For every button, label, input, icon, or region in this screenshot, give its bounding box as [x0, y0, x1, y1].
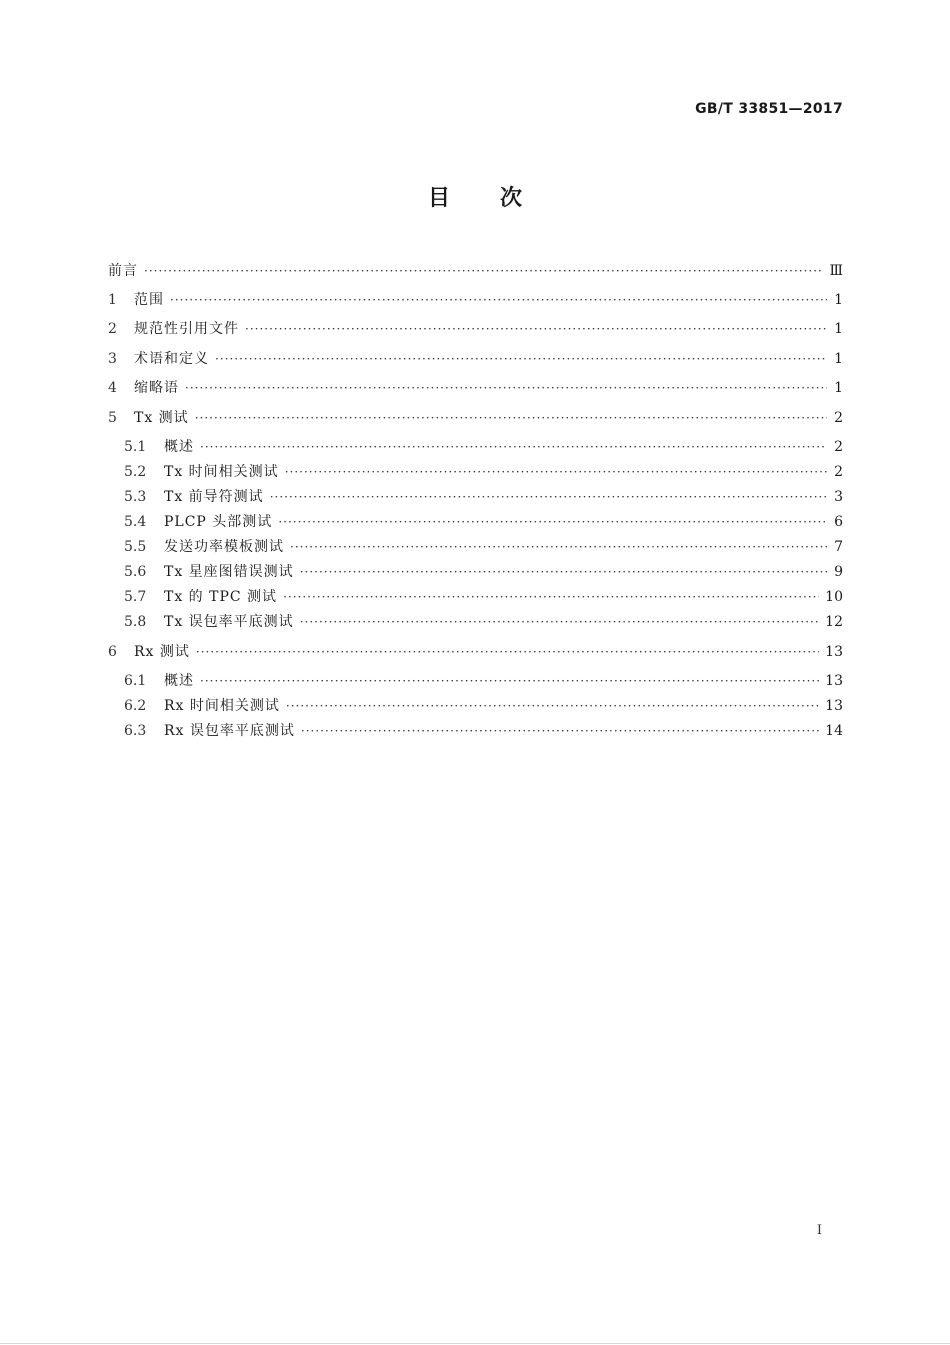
toc-entry-label: Tx 时间相关测试: [164, 464, 279, 480]
page-title: 目次: [427, 186, 572, 211]
toc-entry-page: Ⅲ: [829, 263, 843, 279]
toc-entry-5-6[interactable]: [124, 562, 843, 582]
page-number: I: [816, 1223, 822, 1238]
toc-entry-page: 2: [834, 410, 843, 426]
toc-entry-5-5[interactable]: [124, 537, 843, 557]
toc-entry-page: 2: [834, 464, 843, 480]
toc-entry-page: 2: [834, 439, 843, 455]
toc-entry-6-1[interactable]: [124, 671, 843, 691]
toc-entry-page: 13: [825, 698, 843, 714]
toc-entry-page: 6: [834, 514, 843, 530]
toc-entry-label: 概述: [164, 439, 194, 455]
toc-entry-label: Rx 误包率平底测试: [164, 723, 295, 739]
toc-entry-label: 概述: [164, 673, 194, 689]
toc-entry-5-1[interactable]: [124, 437, 843, 457]
standard-number: GB/T 33851—2017: [695, 101, 843, 117]
toc-entry-number: 6.2: [124, 698, 147, 714]
toc-entry-number: 5: [108, 410, 117, 426]
toc-entry-page: 1: [834, 292, 843, 308]
toc-dot-leader: [200, 437, 827, 457]
toc-entry-number: 5.7: [124, 589, 147, 605]
toc-entry-number: 5.1: [124, 439, 147, 455]
toc-dot-leader: [300, 612, 819, 632]
toc-entry-label: 前言: [108, 263, 138, 279]
toc-entry-number: 5.4: [124, 514, 147, 530]
toc-dot-leader: [290, 537, 827, 557]
toc-entry-page: 9: [834, 564, 843, 580]
toc-entry-3[interactable]: [108, 349, 843, 369]
toc-entry-5-8[interactable]: [124, 612, 843, 632]
toc-entry-page: 7: [834, 539, 843, 555]
toc-entry-page: 14: [825, 723, 843, 739]
toc-entry-number: 6: [108, 644, 117, 660]
toc-entry-5-2[interactable]: [124, 462, 843, 482]
toc-entry-1[interactable]: [108, 290, 843, 310]
toc-entry-number: 5.3: [124, 489, 147, 505]
toc-dot-leader: [270, 487, 827, 507]
toc-entry-label: Tx 前导符测试: [164, 489, 264, 505]
toc-entry-5-3[interactable]: [124, 487, 843, 507]
toc-entry-label: Tx 的 TPC 测试: [164, 589, 278, 605]
page-bottom-divider: [0, 1343, 950, 1344]
toc-dot-leader: [286, 696, 819, 716]
toc-entry-label: 规范性引用文件: [134, 321, 239, 337]
toc-entry-4[interactable]: [108, 378, 843, 398]
toc-dot-leader: [200, 671, 819, 691]
toc-entry-number: 6.1: [124, 673, 147, 689]
toc-entry-number: 5.5: [124, 539, 147, 555]
toc-entry-number: 2: [108, 321, 117, 337]
toc-dot-leader: [170, 290, 827, 310]
toc-entry-preface[interactable]: [108, 261, 843, 281]
table-of-contents: [108, 0, 843, 800]
toc-entry-number: 5.6: [124, 564, 147, 580]
toc-entry-label: 缩略语: [134, 380, 179, 396]
toc-entry-label: 发送功率模板测试: [164, 539, 284, 555]
toc-entry-page: 12: [825, 614, 843, 630]
toc-dot-leader: [283, 587, 819, 607]
toc-dot-leader: [300, 562, 827, 582]
toc-dot-leader: [285, 462, 827, 482]
toc-dot-leader: [215, 349, 827, 369]
toc-entry-number: 3: [108, 351, 117, 367]
toc-entry-page: 10: [825, 589, 843, 605]
toc-entry-page: 13: [825, 673, 843, 689]
toc-entry-5-4[interactable]: [124, 512, 843, 532]
toc-entry-number: 5.2: [124, 464, 147, 480]
toc-dot-leader: [195, 408, 827, 428]
toc-entry-page: 13: [825, 644, 843, 660]
toc-entry-number: 5.8: [124, 614, 147, 630]
toc-entry-6[interactable]: [108, 642, 843, 662]
toc-dot-leader: [144, 261, 823, 281]
toc-entry-2[interactable]: [108, 319, 843, 339]
toc-entry-6-2[interactable]: [124, 696, 843, 716]
toc-entry-label: 范围: [134, 292, 164, 308]
toc-entry-label: Tx 误包率平底测试: [164, 614, 294, 630]
toc-dot-leader: [278, 512, 827, 532]
toc-entry-number: 6.3: [124, 723, 147, 739]
toc-dot-leader: [196, 642, 819, 662]
toc-dot-leader: [185, 378, 827, 398]
toc-entry-page: 1: [834, 321, 843, 337]
toc-entry-page: 1: [834, 380, 843, 396]
toc-entry-page: 3: [834, 489, 843, 505]
toc-entry-5-7[interactable]: [124, 587, 843, 607]
toc-dot-leader: [245, 319, 827, 339]
toc-dot-leader: [301, 721, 819, 741]
toc-entry-label: Tx 测试: [134, 410, 189, 426]
toc-entry-number: 1: [108, 292, 117, 308]
toc-entry-label: Tx 星座图错误测试: [164, 564, 294, 580]
toc-entry-page: 1: [834, 351, 843, 367]
toc-entry-5[interactable]: [108, 408, 843, 428]
toc-entry-number: 4: [108, 380, 117, 396]
toc-entry-label: PLCP 头部测试: [164, 514, 273, 530]
toc-entry-label: 术语和定义: [134, 351, 209, 367]
toc-entry-label: Rx 测试: [134, 644, 190, 660]
toc-entry-label: Rx 时间相关测试: [164, 698, 280, 714]
toc-entry-6-3[interactable]: [124, 721, 843, 741]
